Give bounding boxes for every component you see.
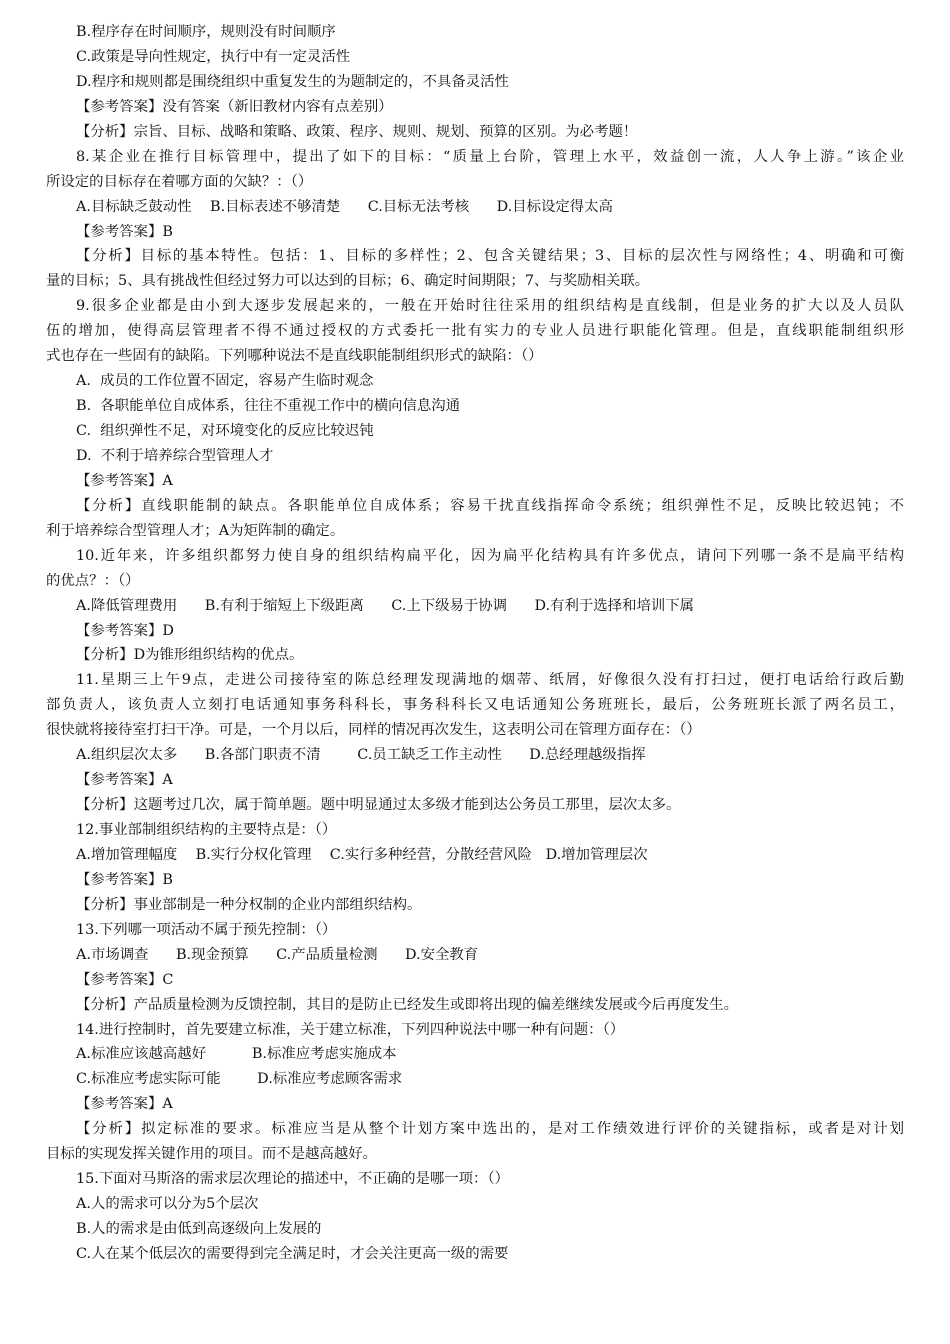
options-line: C.标准应考虑实际可能 D.标准应考虑顾客需求 — [76, 1071, 403, 1088]
analysis-line: 目标的实现发挥关键作用的项目。而不是越高越好。 — [46, 1146, 377, 1163]
option-line: C.人在某个低层次的需要得到完全满足时，才会关注更高一级的需要 — [76, 1245, 509, 1262]
answer-line: 【参考答案】C — [76, 971, 174, 988]
answer-line: 【参考答案】A — [76, 472, 173, 489]
question-line: 所设定的目标存在着哪方面的欠缺？：（） — [46, 173, 313, 190]
option-line: C.政策是导向性规定，执行中有一定灵活性 — [76, 48, 351, 65]
answer-line: 【参考答案】没有答案（新旧教材内容有点差别） — [76, 98, 393, 115]
question-line: 11.星期三上午9点，走进公司接待室的陈总经理发现满地的烟蒂、纸屑，好像很久没有打扫过，便打电话给行政后勤 — [76, 672, 904, 689]
analysis-line: 【分析】拟定标准的要求。标准应当是从整个计划方案中选出的，是对工作绩效进行评价的关键指标，或者是对计划 — [76, 1121, 904, 1138]
analysis-line: 量的目标；5、具有挑战性但经过努力可以达到的目标；6、确定时间期限；7、与奖励相关联。 — [46, 273, 650, 290]
answer-line: 【参考答案】D — [76, 622, 174, 639]
analysis-line: 【分析】事业部制是一种分权制的企业内部组织结构。 — [76, 896, 422, 913]
options-line: A.增加管理幅度 B.实行分权化管理 C.实行多种经营，分散经营风险 D.增加管理层次 — [76, 846, 648, 863]
question-line: 式也存在一些固有的缺陷。下列哪种说法不是直线职能制组织形式的缺陷：（） — [46, 348, 543, 365]
analysis-line: 【分析】这题考过几次，属于简单题。题中明显通过太多级才能到达公务员工那里，层次太多。 — [76, 797, 681, 814]
option-line: C. 组织弹性不足，对环境变化的反应比较迟钝 — [76, 423, 374, 439]
option-line: B.人的需求是由低到高逐级向上发展的 — [76, 1221, 322, 1237]
options-line: A.市场调查 B.现金预算 C.产品质量检测 D.安全教育 — [76, 946, 479, 963]
option-line: A. 成员的工作位置不固定，容易产生临时观念 — [76, 373, 374, 390]
analysis-line: 【分析】直线职能制的缺点。各职能单位自成体系；容易干扰直线指挥命令系统；组织弹性不足，反映比较迟钝；不 — [76, 497, 904, 514]
analysis-line: 【分析】产品质量检测为反馈控制，其目的是防止已经发生或即将出现的偏差继续发展或今后再度发生。 — [76, 996, 738, 1013]
option-line: D.程序和规则都是围绕组织中重复发生的为题制定的，不具备灵活性 — [76, 73, 509, 90]
question-line: 15.下面对马斯洛的需求层次理论的描述中，不正确的是哪一项：（） — [76, 1171, 510, 1188]
answer-line: 【参考答案】B — [76, 871, 173, 888]
question-line: 部负责人，该负责人立刻打电话通知事务科科长，事务科科长又电话通知公务班班长，最后，公务班班长派了两名员工， — [46, 697, 904, 714]
options-line: A.降低管理费用 B.有利于缩短上下级距离 C.上下级易于协调 D.有利于选择和培训下属 — [76, 597, 695, 614]
analysis-line: 【分析】D为锥形组织结构的优点。 — [76, 647, 304, 664]
option-line: B. 各职能单位自成体系，往往不重视工作中的横向信息沟通 — [76, 398, 461, 415]
question-line: 9.很多企业都是由小到大逐步发展起来的，一般在开始时往往采用的组织结构是直线制，但是业务的扩大以及人员队 — [76, 298, 904, 315]
answer-line: 【参考答案】A — [76, 1096, 173, 1113]
options-line: A.标准应该越高越好 B.标准应考虑实施成本 — [76, 1046, 397, 1063]
question-line: 10.近年来，许多组织都努力使自身的组织结构扁平化，因为扁平化结构具有许多优点，请问下列哪一条不是扁平结构 — [76, 547, 904, 564]
options-line: A.组织层次太多 B.各部门职责不清 C.员工缺乏工作主动性 D.总经理越级指挥 — [76, 747, 646, 764]
question-line: 的优点？：（） — [46, 572, 140, 589]
option-line: B.程序存在时间顺序，规则没有时间顺序 — [76, 24, 336, 40]
answer-line: 【参考答案】A — [76, 772, 173, 789]
question-line: 13.下列哪一项活动不属于预先控制：（） — [76, 921, 337, 938]
question-line: 8.某企业在推行目标管理中，提出了如下的目标：“质量上台阶，管理上水平，效益创一流，人人争上游。”该企业 — [76, 148, 904, 165]
analysis-line: 【分析】宗旨、目标、战略和策略、政策、程序、规则、规划、预算的区别。为必考题！ — [76, 123, 638, 140]
options-line: A.目标缺乏鼓动性 B.目标表述不够清楚 C.目标无法考核 D.目标设定得太高 — [76, 198, 613, 215]
question-line: 14.进行控制时，首先要建立标准，关于建立标准，下列四种说法中哪一种有问题：（） — [76, 1021, 625, 1038]
analysis-line: 利于培养综合型管理人才；A为矩阵制的确定。 — [46, 522, 345, 539]
question-line: 12.事业部制组织结构的主要特点是：（） — [76, 822, 337, 838]
question-line: 很快就将接待室打扫干净。可是，一个月以后，同样的情况再次发生，这表明公司在管理方面存在：（） — [46, 722, 701, 739]
option-line: D. 不利于培养综合型管理人才 — [76, 447, 274, 464]
option-line: A.人的需求可以分为5个层次 — [76, 1196, 259, 1213]
analysis-line: 【分析】目标的基本特性。包括：1、目标的多样性；2、包含关键结果；3、目标的层次性与网络性；4、明确和可衡 — [76, 248, 904, 265]
answer-line: 【参考答案】B — [76, 223, 173, 240]
question-line: 伍的增加，使得高层管理者不得不通过授权的方式委托一批有实力的专业人员进行职能化管理。但是，直线职能制组织形 — [46, 323, 904, 340]
